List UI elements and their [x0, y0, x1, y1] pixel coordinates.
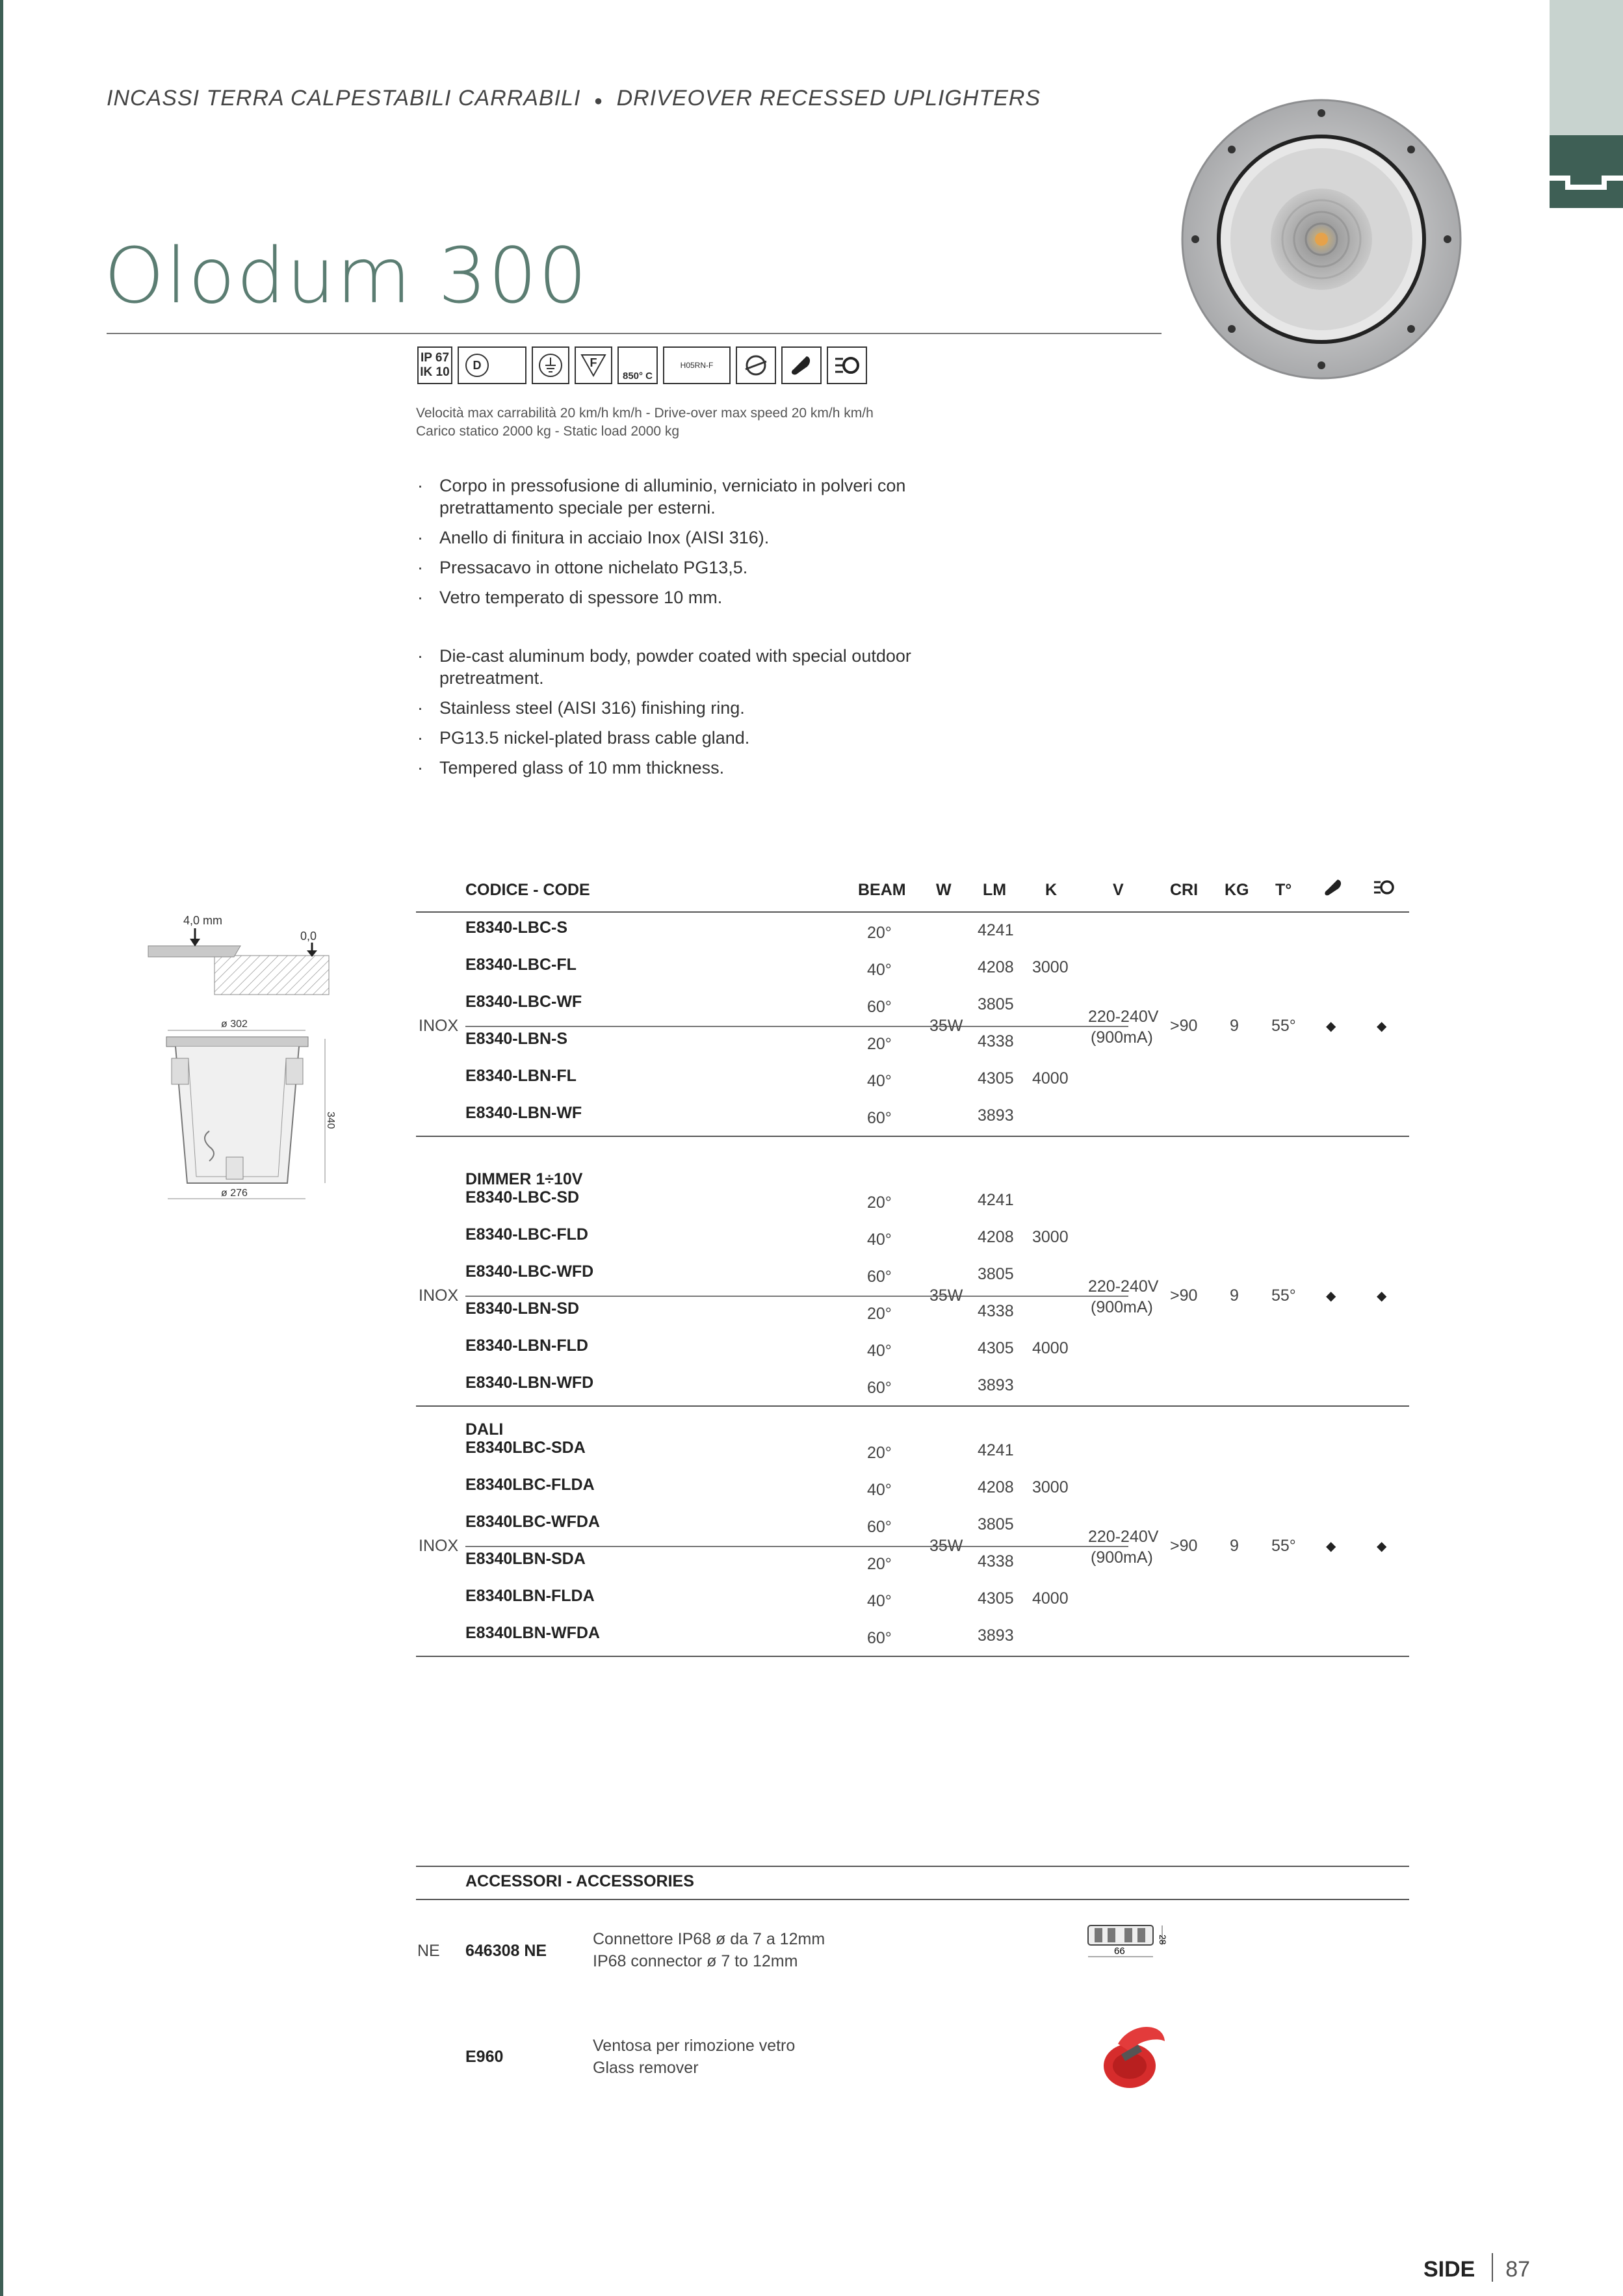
row-code: E8340-LBN-FL — [465, 1067, 577, 1085]
row-code: E8340LBC-WFDA — [465, 1513, 600, 1531]
title-rule — [107, 333, 1162, 334]
class-d-label: D — [465, 354, 489, 377]
section-tab-icon — [1550, 135, 1623, 208]
hot-surface-icon — [1373, 878, 1395, 899]
accessory-finish: NE — [417, 1942, 440, 1960]
accessories-top-rule — [416, 1866, 1409, 1867]
row-lm: 4241 — [978, 1441, 1014, 1459]
group-current: (900mA) — [1091, 1548, 1153, 1567]
row-beam: 20° — [867, 1194, 892, 1212]
certification-icons — [417, 346, 867, 384]
row-code: E8340-LBC-S — [465, 919, 567, 937]
group-hot-surface-mark: ◆ — [1377, 1019, 1387, 1034]
page-footer — [1423, 2253, 1530, 2282]
row-beam: 20° — [867, 1305, 892, 1323]
row-code: E8340-LBN-FLD — [465, 1337, 588, 1355]
accessory-desc — [593, 1928, 825, 1972]
walk-over-icon — [1323, 878, 1344, 899]
accessory-desc-it: Ventosa per rimozione vetro — [593, 2037, 796, 2055]
row-beam: 20° — [867, 1035, 892, 1053]
ik-label: IK 10 — [420, 365, 450, 379]
group-kg: 9 — [1230, 1017, 1239, 1035]
drawing-zero-label: 0,0 — [300, 930, 317, 943]
row-code: E8340-LBN-WF — [465, 1104, 582, 1122]
glow-wire-label: 850° C — [622, 371, 653, 382]
accessories-title: ACCESSORI - ACCESSORIES — [465, 1872, 694, 1890]
glow-wire-icon — [617, 346, 658, 384]
row-code: E8340LBN-FLDA — [465, 1587, 595, 1605]
cable-icon — [663, 346, 731, 384]
row-beam: 60° — [867, 1379, 892, 1397]
group-bottom-rule — [416, 1136, 1409, 1137]
brand-name: SIDE — [1423, 2257, 1475, 2282]
row-beam: 20° — [867, 1444, 892, 1462]
row-lm: 4338 — [978, 1552, 1014, 1571]
row-beam: 60° — [867, 1109, 892, 1127]
section-bullet: ● — [593, 92, 604, 109]
group-title: DALI — [465, 1420, 504, 1439]
group-finish: INOX — [419, 1286, 459, 1305]
row-beam: 40° — [867, 1592, 892, 1610]
connector-height: 28 — [1158, 1935, 1168, 1945]
group-voltage: 220-240V — [1088, 1277, 1159, 1296]
group-watt: 35W — [929, 1286, 963, 1305]
product-table — [416, 881, 1409, 1647]
row-code: E8340-LBN-SD — [465, 1299, 580, 1318]
ip-label: IP 67 — [420, 351, 450, 365]
row-beam: 20° — [867, 1555, 892, 1573]
row-code: E8340-LBC-FL — [465, 956, 577, 974]
row-lm: 4305 — [978, 1589, 1014, 1608]
group-k-bottom: 4000 — [1032, 1589, 1069, 1608]
f-mark-icon — [575, 346, 612, 384]
feature-it-1: · Anello di finitura in acciaio Inox (AISI 316). — [416, 527, 1001, 549]
row-code: E8340-LBC-FLD — [465, 1225, 588, 1244]
connector-image — [1084, 1919, 1182, 1971]
hot-surface-icon — [827, 346, 867, 384]
group-cri: >90 — [1170, 1017, 1198, 1035]
left-edge-bar — [0, 0, 3, 2296]
row-lm: 4208 — [978, 958, 1014, 976]
group-k-top: 3000 — [1032, 1228, 1069, 1246]
group-k-bottom: 4000 — [1032, 1069, 1069, 1088]
col-t: T° — [1275, 881, 1292, 899]
row-lm: 4338 — [978, 1302, 1014, 1320]
row-beam: 60° — [867, 1629, 892, 1647]
group-bottom-rule — [416, 1405, 1409, 1407]
page-number: 87 — [1505, 2257, 1531, 2282]
group-finish: INOX — [419, 1537, 459, 1555]
side-tab-light — [1550, 0, 1623, 135]
row-code: E8340LBC-FLDA — [465, 1476, 595, 1494]
group-current: (900mA) — [1091, 1298, 1153, 1316]
group-hot-surface-mark: ◆ — [1377, 1539, 1387, 1554]
row-code: E8340-LBC-WF — [465, 993, 582, 1011]
side-tab-dark — [1550, 135, 1623, 208]
row-code: E8340LBC-SDA — [465, 1439, 586, 1457]
group-title: DIMMER 1÷10V — [465, 1170, 583, 1188]
ip-rating-icon — [417, 346, 452, 384]
accessories-header-rule — [416, 1899, 1409, 1900]
group-hot-surface-mark: ◆ — [1377, 1289, 1387, 1303]
footer-divider — [1492, 2253, 1493, 2282]
row-lm: 3805 — [978, 1515, 1014, 1533]
technical-drawing — [110, 884, 377, 1274]
row-beam: 40° — [867, 1231, 892, 1249]
group-k-top: 3000 — [1032, 1478, 1069, 1496]
accessory-code: E960 — [465, 2048, 504, 2066]
row-lm: 4241 — [978, 1191, 1014, 1209]
col-v: V — [1113, 881, 1124, 899]
accessory-desc — [593, 2035, 795, 2079]
cable-label: H05RN-F — [680, 361, 714, 370]
col-lm: LM — [983, 881, 1007, 899]
feature-en-3: · Tempered glass of 10 mm thickness. — [416, 757, 1001, 779]
spec-speed: Velocità max carrabilità 20 km/h km/h - Drive-over max speed 20 km/h km/h — [416, 406, 874, 421]
section-title-en: DRIVEOVER RECESSED UPLIGHTERS — [616, 86, 1041, 111]
feature-en-1: · Stainless steel (AISI 316) finishing ring. — [416, 697, 1001, 719]
row-lm: 3893 — [978, 1376, 1014, 1394]
group-finish: INOX — [419, 1017, 459, 1035]
row-code: E8340-LBC-WFD — [465, 1262, 594, 1281]
accessory-code: 646308 NE — [465, 1942, 547, 1960]
drive-over-icon — [736, 346, 776, 384]
row-lm: 3805 — [978, 1265, 1014, 1283]
row-code: E8340-LBC-SD — [465, 1188, 580, 1207]
col-kg: KG — [1225, 881, 1249, 899]
group-voltage: 220-240V — [1088, 1008, 1159, 1026]
col-cri: CRI — [1170, 881, 1199, 899]
row-beam: 40° — [867, 961, 892, 979]
col-code: CODICE - CODE — [465, 881, 590, 899]
group-cri: >90 — [1170, 1537, 1198, 1555]
group-walk-over-mark: ◆ — [1326, 1539, 1336, 1554]
row-beam: 40° — [867, 1342, 892, 1360]
accessory-desc-en: Glass remover — [593, 2059, 699, 2077]
row-lm: 3893 — [978, 1626, 1014, 1645]
drawing-diameter-bottom: ø 276 — [221, 1188, 248, 1199]
row-lm: 3893 — [978, 1106, 1014, 1125]
feature-it-0: · Corpo in pressofusione di alluminio, verniciato in polveri con pretrattamento speciale per esterni. — [416, 475, 1001, 519]
f-mark-label: F — [590, 356, 597, 369]
row-code: E8340LBN-SDA — [465, 1550, 586, 1568]
product-title: Olodum 300 — [104, 231, 589, 320]
row-lm: 3805 — [978, 995, 1014, 1013]
group-watt: 35W — [929, 1537, 963, 1555]
section-title-it: INCASSI TERRA CALPESTABILI CARRABILI — [107, 86, 581, 111]
group-k-bottom: 4000 — [1032, 1339, 1069, 1357]
group-mid-rule — [465, 1546, 1128, 1547]
feature-en-2: · PG13.5 nickel-plated brass cable gland. — [416, 727, 1001, 749]
group-temp: 55° — [1271, 1017, 1296, 1035]
group-watt: 35W — [929, 1017, 963, 1035]
drawing-diameter-top: ø 302 — [221, 1019, 248, 1030]
section-title — [107, 86, 1041, 111]
accessory-desc-it: Connettore IP68 ø da 7 a 12mm — [593, 1930, 825, 1948]
row-lm: 4208 — [978, 1228, 1014, 1246]
accessory-desc-en: IP68 connector ø 7 to 12mm — [593, 1952, 798, 1970]
product-photo — [1180, 98, 1466, 384]
group-cri: >90 — [1170, 1286, 1198, 1305]
group-temp: 55° — [1271, 1286, 1296, 1305]
row-lm: 4338 — [978, 1032, 1014, 1050]
glass-remover-image — [1092, 2015, 1176, 2100]
group-walk-over-mark: ◆ — [1326, 1019, 1336, 1034]
row-beam: 60° — [867, 998, 892, 1016]
row-lm: 4305 — [978, 1069, 1014, 1088]
row-lm: 4305 — [978, 1339, 1014, 1357]
feature-it-2: · Pressacavo in ottone nichelato PG13,5. — [416, 556, 1001, 579]
earth-icon — [532, 346, 569, 384]
group-mid-rule — [465, 1296, 1128, 1297]
drawing-depth-label: 4,0 mm — [183, 914, 223, 927]
row-code: E8340LBN-WFDA — [465, 1624, 600, 1642]
col-w: W — [936, 881, 952, 899]
row-code: E8340-LBN-WFD — [465, 1374, 594, 1392]
spec-load: Carico statico 2000 kg - Static load 2000 kg — [416, 424, 680, 439]
feature-it-3: · Vetro temperato di spessore 10 mm. — [416, 586, 1001, 608]
feature-list — [416, 475, 1001, 787]
row-lm: 4241 — [978, 921, 1014, 939]
row-beam: 60° — [867, 1518, 892, 1536]
group-walk-over-mark: ◆ — [1326, 1289, 1336, 1303]
drawing-height-label: 340 — [325, 1112, 336, 1129]
row-code: E8340-LBN-S — [465, 1030, 567, 1048]
group-kg: 9 — [1230, 1537, 1239, 1555]
header-rule — [416, 911, 1409, 913]
col-beam: BEAM — [858, 881, 906, 899]
group-temp: 55° — [1271, 1537, 1296, 1555]
row-beam: 40° — [867, 1481, 892, 1499]
row-lm: 4208 — [978, 1478, 1014, 1496]
group-kg: 9 — [1230, 1286, 1239, 1305]
row-beam: 40° — [867, 1072, 892, 1090]
walk-over-icon — [781, 346, 822, 384]
connector-width: 66 — [1114, 1946, 1125, 1957]
row-beam: 60° — [867, 1268, 892, 1286]
group-current: (900mA) — [1091, 1028, 1153, 1047]
group-voltage: 220-240V — [1088, 1528, 1159, 1546]
feature-en-0: · Die-cast aluminum body, powder coated with special outdoor pretreatment. — [416, 645, 1001, 689]
class-d-icon — [458, 346, 526, 384]
row-beam: 20° — [867, 924, 892, 942]
group-bottom-rule — [416, 1656, 1409, 1657]
group-k-top: 3000 — [1032, 958, 1069, 976]
col-k: K — [1045, 881, 1058, 899]
group-mid-rule — [465, 1026, 1128, 1027]
specs — [416, 404, 874, 441]
